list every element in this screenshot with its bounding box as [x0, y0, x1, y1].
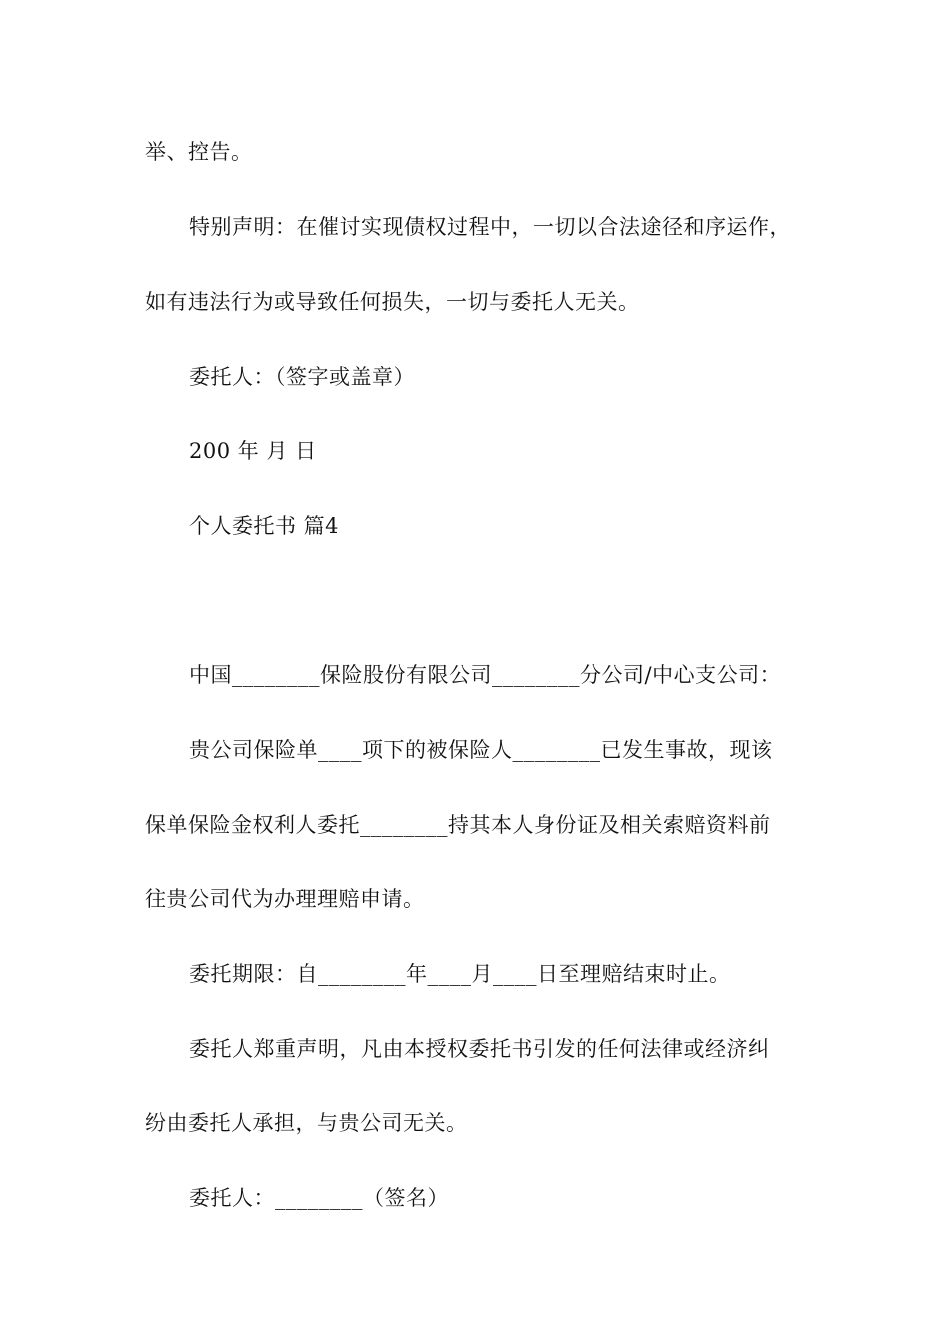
paragraph-line: 如有违法行为或导致任何损失，一切与委托人无关。: [145, 290, 640, 314]
date-line: 200 年 月 日: [189, 439, 317, 463]
section-title: 个人委托书 篇4: [189, 514, 340, 538]
addressee-line: 中国________保险股份有限公司________分公司/中心支公司：: [189, 663, 782, 687]
declaration-line: 委托人郑重声明，凡由本授权委托书引发的任何法律或经济纠: [189, 1037, 770, 1061]
paragraph-line: 保单保险金权利人委托________持其本人身份证及相关索赔资料前: [145, 813, 771, 837]
entrust-period-line: 委托期限：自________年____月____日至理赔结束时止。: [189, 962, 731, 986]
principal-signature-line: 委托人：________（签名）: [189, 1186, 449, 1210]
principal-signature-line: 委托人：（签字或盖章）: [189, 365, 415, 389]
paragraph-line: 往贵公司代为办理理赔申请。: [145, 887, 425, 911]
special-statement-line: 特别声明：在催讨实现债权过程中，一切以合法途径和序运作，: [189, 215, 791, 239]
paragraph-line: 纷由委托人承担，与贵公司无关。: [145, 1111, 468, 1135]
paragraph-line: 贵公司保险单____项下的被保险人________已发生事故，现该: [189, 738, 773, 762]
paragraph-line: 举、控告。: [145, 140, 253, 164]
